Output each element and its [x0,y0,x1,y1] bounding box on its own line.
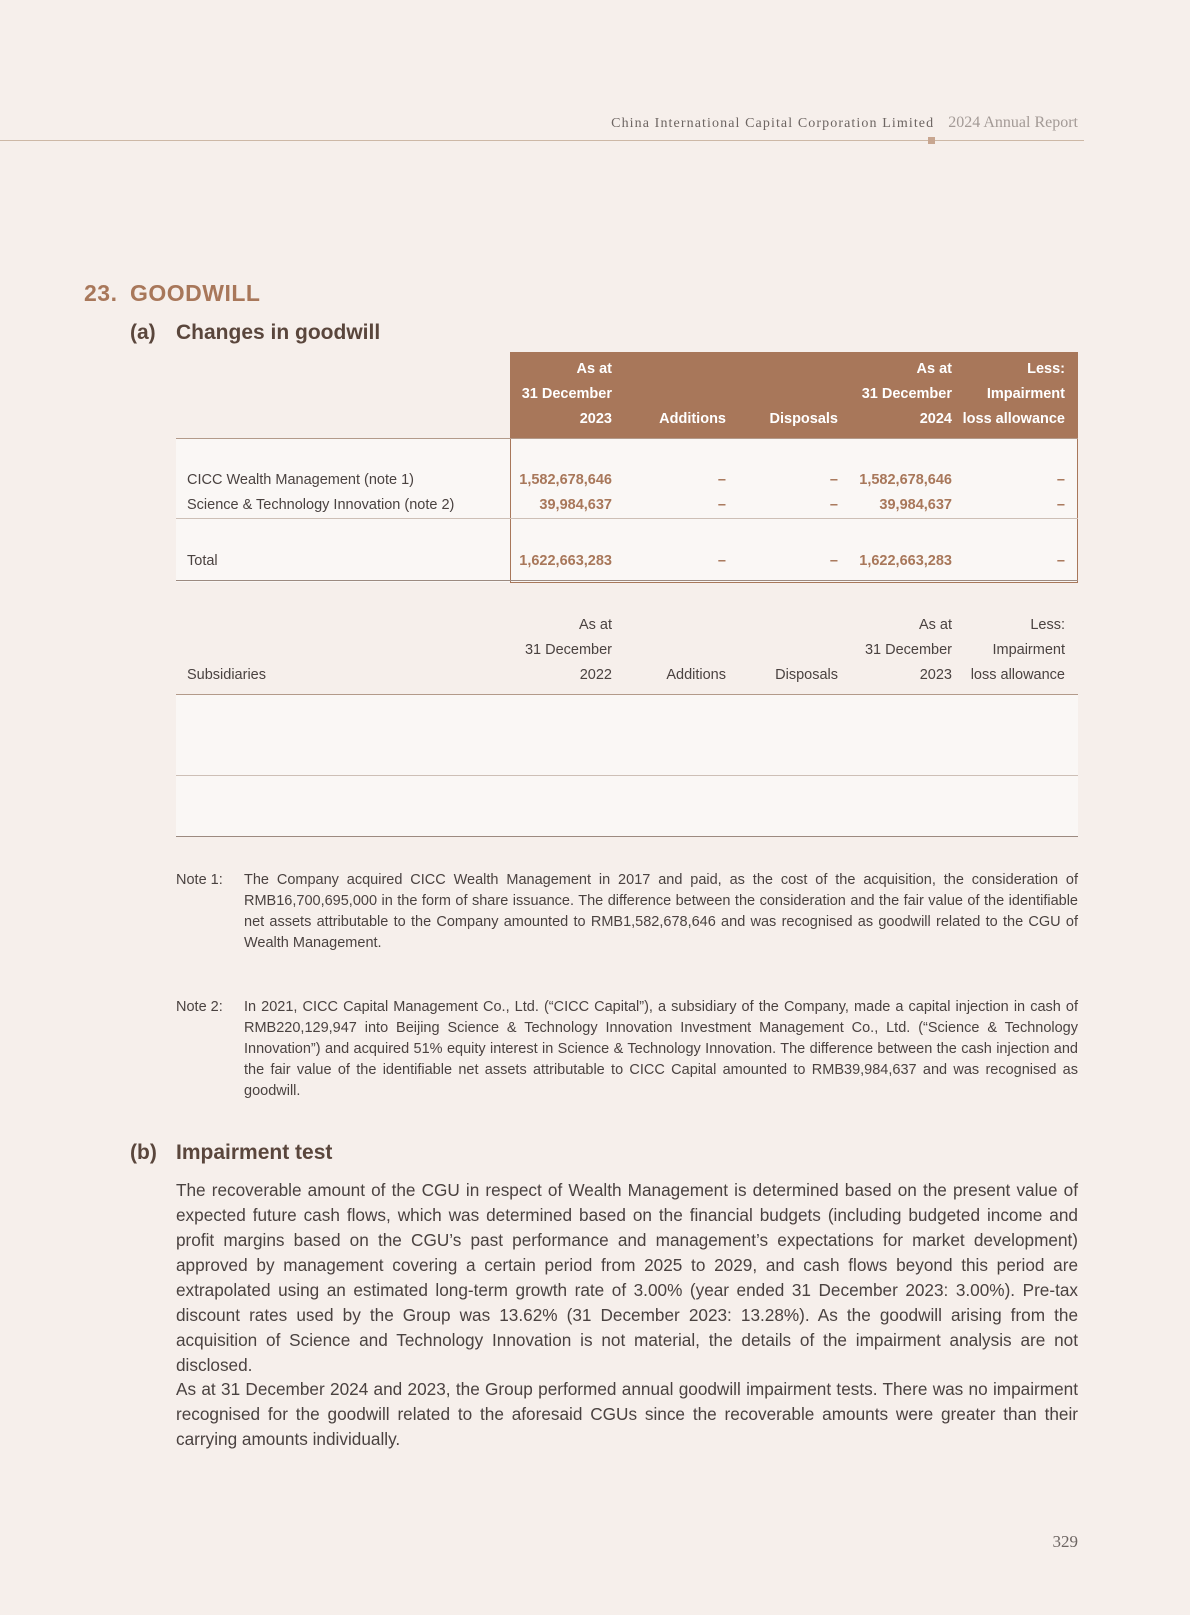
t24-row1-impairment: – [1056,472,1065,488]
note-2-text: In 2021, CICC Capital Management Co., Ltd. (“CICC Capital”), a subsidiary of the Company, made a capital injection in cash of RMB220,129,947 into Beijing Science & Technology Innovation Investment Management Co., Ltd. (“Science & Technology Innovation”) and acquired 51% equity interest in Science & Technology Innovation. The difference between the cash injection and the fair value of the identifiable net assets attributable to CICC Capital amounted to RMB39,984,637 and was recognised as goodwill. [244,999,1078,1099]
t24-additions: Additions [659,411,726,427]
t24-row2-disposals: – [829,497,838,513]
report-title: 2024 Annual Report [948,114,1078,131]
section-title [84,280,260,307]
t23-col-subsidiaries: Subsidiaries [187,667,266,683]
goodwill-table-2024-layout [176,352,1078,582]
t23-bottom-rule [176,836,1078,837]
note-1-label: Note 1: [176,872,223,888]
t23-close-l3: 2023 [919,667,952,683]
company-name: China International Capital Corporation Limited [611,116,935,131]
t24-row2-impairment: – [1056,497,1065,513]
t24-total-closing: 1,622,663,283 [859,553,952,569]
t23-open-l1: As at [578,617,612,633]
t24-row2-closing: 39,984,637 [879,497,952,513]
header-highlight [510,352,1078,439]
t24-less-l3: loss allowance [962,411,1065,427]
t24-close-l2: 31 December [861,386,952,402]
t24-row1-opening: 1,582,678,646 [519,472,612,488]
section-title-text: GOODWILL [130,280,261,306]
t24-row1-disposals: – [829,472,838,488]
note-1 [176,870,1078,954]
t23-open-l2: 31 December [524,642,612,658]
t24-total-disposals: – [829,553,838,569]
note-2-label: Note 2: [176,999,223,1015]
t23-close-l2: 31 December [864,642,952,658]
t24-open-l3: 2023 [579,411,612,427]
t23-additions: Additions [666,667,726,683]
t23-close-l1: As at [918,617,952,633]
t23-header-rule [176,694,1078,695]
t24-row2-additions: – [717,497,726,513]
t24-total-additions: – [717,553,726,569]
subsection-b-text: Impairment test [176,1141,333,1164]
impairment-paragraph-2: As at 31 December 2024 and 2023, the Group performed annual goodwill impairment tests. There was no impairment recognised for the goodwill related to the aforesaid CGUs since the recoverable amounts were greater than their carrying amounts individually. [176,1379,1078,1449]
t24-row2-opening: 39,984,637 [539,497,612,513]
t24-open-l1: As at [576,361,612,377]
note-1-text: The Company acquired CICC Wealth Management in 2017 and paid, as the cost of the acquisition, the consideration of RMB16,700,695,000 in the form of share issuance. The difference between the consideration and the fair value of the identifiable net assets attributable to the Company amounted to RMB1,582,678,646 and was recognised as goodwill related to the CGU of Wealth Management. [244,872,1078,951]
header-marker [928,137,935,144]
section-number: 23. [84,280,118,306]
t23-open-l3: 2022 [579,667,612,683]
t24-row1-additions: – [717,472,726,488]
t23-less-l1: Less: [1030,617,1065,633]
t24-row2-name: Science & Technology Innovation (note 2) [187,497,455,513]
running-header [611,114,1078,132]
t24-row-divider [176,518,1078,519]
subsection-b-label: (b) [130,1141,157,1164]
subsection-a-text: Changes in goodwill [176,321,381,344]
t24-total-impairment: – [1056,553,1065,569]
t24-less-l1: Less: [1027,361,1065,377]
page-number: 329 [1052,1532,1078,1551]
t24-row1-name: CICC Wealth Management (note 1) [187,472,415,488]
t24-bottom-rule [176,580,1078,581]
t24-close-l1: As at [916,361,952,377]
t23-body-bg [176,694,1078,836]
t24-close-l3: 2024 [919,411,952,427]
t24-less-l2: Impairment [986,386,1065,402]
t24-disposals: Disposals [769,411,838,427]
highlight-frame [510,439,1078,583]
t23-disposals: Disposals [775,667,838,683]
t24-total-name: Total [187,553,218,569]
subsection-a-label: (a) [130,321,156,344]
t23-row-divider [176,775,1078,776]
t23-less-l3: loss allowance [970,667,1065,683]
t24-row1-closing: 1,582,678,646 [859,472,952,488]
header-rule [0,140,1084,141]
t24-total-opening: 1,622,663,283 [519,553,612,569]
note-2 [176,997,1078,1102]
t23-less-l2: Impairment [992,642,1065,658]
impairment-paragraph-1: The recoverable amount of the CGU in respect of Wealth Management is determined based on the present value of expected future cash flows, which was determined based on the financial budgets (including budgeted income and profit margins based on the CGU’s past performance and management’s expectations for market development) approved by management covering a certain period from 2025 to 2029, and cash flows beyond this period are extrapolated using an estimated long-term growth rate of 3.00% (year ended 31 December 2023: 3.00%). Pre-tax discount rates used by the Group was 13.62% (31 December 2023: 13.28%). As the goodwill arising from the acquisition of Science and Technology Innovation is not material, the details of the impairment analysis are not disclosed. [176,1180,1078,1375]
t24-open-l2: 31 December [521,386,612,402]
